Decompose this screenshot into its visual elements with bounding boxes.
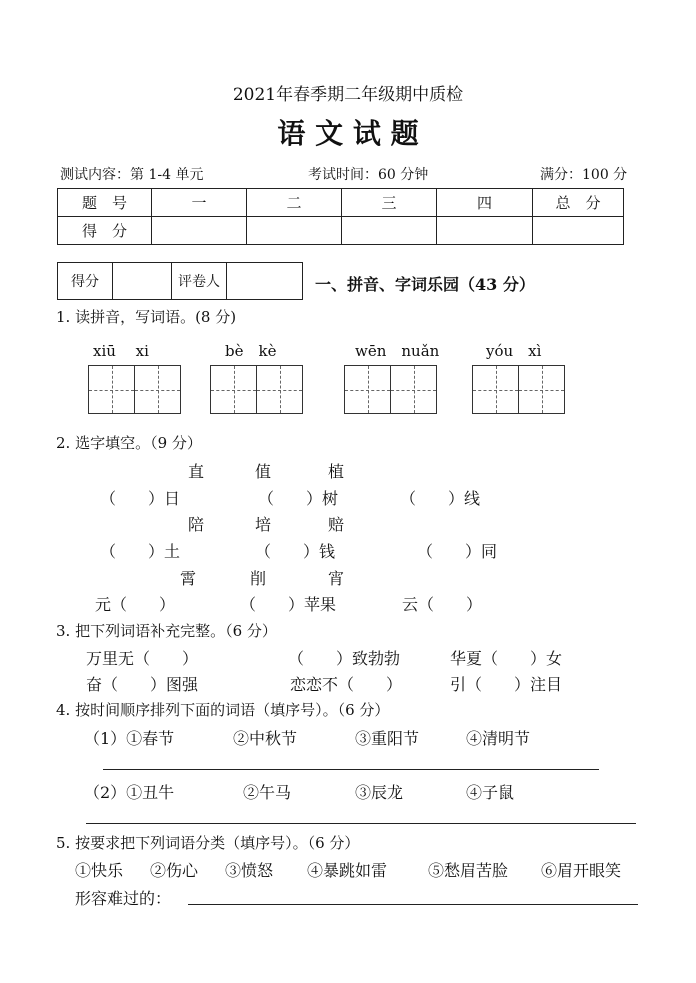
q4-part1-item-3: ③重阳节: [355, 729, 420, 748]
score-cell-total[interactable]: [533, 217, 624, 245]
q2-char-3-1: 霄: [180, 569, 197, 588]
q1-grid-3[interactable]: [344, 365, 437, 414]
q3-item-1-1[interactable]: 万里无（ ）: [86, 649, 199, 668]
q4-answer-line-2[interactable]: [86, 823, 636, 824]
q4-part1-item-4: ④清明节: [466, 729, 531, 748]
score-header-2: 二: [247, 189, 342, 217]
score-header-3: 三: [342, 189, 437, 217]
q1-pinyin-4: yóu xì: [486, 342, 542, 360]
q2-blank-3-1[interactable]: 元（ ）: [95, 595, 176, 614]
score-header-4: 四: [437, 189, 533, 217]
score-cell-3[interactable]: [342, 217, 437, 245]
q5-answer-line[interactable]: [188, 904, 638, 905]
grader-score-label: 得分: [58, 263, 113, 300]
grader-box: [57, 262, 303, 300]
q1-title: 1. 读拼音，写词语。(8 分): [56, 308, 237, 326]
score-header-label: 题 号: [58, 189, 152, 217]
q4-title: 4. 按时间顺序排列下面的词语（填序号）。（6 分）: [56, 701, 390, 719]
q5-title: 5. 按要求把下列词语分类（填序号）。（6 分）: [56, 834, 360, 852]
q2-char-1-3: 植: [328, 462, 345, 481]
q2-char-2-1: 陪: [188, 515, 205, 534]
q2-title: 2. 选字填空。（9 分）: [56, 434, 202, 452]
q4-part2-item-3: ③辰龙: [355, 783, 404, 802]
exam-title: 2021年春季期二年级期中质检: [232, 85, 464, 105]
score-table: [57, 188, 624, 245]
grader-name-cell[interactable]: [227, 263, 303, 300]
subject-title: 语 文 试 题: [277, 117, 419, 150]
q2-char-1-2: 值: [255, 462, 272, 481]
q2-blank-2-3[interactable]: （ ）同: [417, 542, 498, 561]
q2-blank-1-1[interactable]: （ ）日: [100, 489, 181, 508]
q4-part2-item-2: ②午马: [243, 783, 292, 802]
test-time: 考试时间：60 分钟: [308, 167, 429, 183]
q1-grid-1[interactable]: [88, 365, 181, 414]
q3-item-2-3[interactable]: 引（ ）注目: [450, 675, 563, 694]
q2-blank-3-2[interactable]: （ ）苹果: [240, 595, 337, 614]
q5-option-4: ④暴跳如雷: [307, 861, 388, 880]
grader-name-label: 评卷人: [172, 263, 227, 300]
q2-char-1-1: 直: [188, 462, 205, 481]
score-cell-1[interactable]: [152, 217, 247, 245]
q2-blank-3-3[interactable]: 云（ ）: [402, 595, 483, 614]
q2-blank-1-3[interactable]: （ ）线: [400, 489, 481, 508]
q3-title: 3. 把下列词语补充完整。（6 分）: [56, 622, 277, 640]
q5-option-5: ⑤愁眉苦脸: [428, 861, 509, 880]
q1-pinyin-2: bè kè: [225, 342, 277, 360]
test-content: 测试内容：第 1-4 单元: [60, 167, 204, 183]
q4-part2-item-1: （2）①丑牛: [84, 783, 175, 802]
score-header-total: 总 分: [533, 189, 624, 217]
q1-grid-4[interactable]: [472, 365, 565, 414]
q5-option-1: ①快乐: [75, 861, 124, 880]
score-cell-2[interactable]: [247, 217, 342, 245]
score-cell-4[interactable]: [437, 217, 533, 245]
q1-grid-2[interactable]: [210, 365, 303, 414]
full-score: 满分：100 分: [540, 167, 628, 183]
q4-part2-item-4: ④子鼠: [466, 783, 515, 802]
q3-item-1-3[interactable]: 华夏（ ）女: [450, 649, 563, 668]
q1-pinyin-3: wēn nuǎn: [355, 342, 440, 360]
q3-item-1-2[interactable]: （ ）致勃勃: [288, 649, 401, 668]
q4-part1-item-2: ②中秋节: [233, 729, 298, 748]
q4-answer-line-1[interactable]: [103, 769, 599, 770]
q4-part1-item-1: （1）①春节: [84, 729, 175, 748]
q2-char-3-3: 宵: [328, 569, 345, 588]
q2-char-2-2: 培: [255, 515, 272, 534]
score-header-1: 一: [152, 189, 247, 217]
q3-item-2-1[interactable]: 奋（ ）图强: [86, 675, 199, 694]
q2-blank-2-2[interactable]: （ ）钱: [255, 542, 336, 561]
q5-option-3: ③愤怒: [225, 861, 274, 880]
q5-prompt: 形容难过的：: [75, 889, 172, 908]
q3-item-2-2[interactable]: 恋恋不（ ）: [290, 675, 403, 694]
grader-score-cell[interactable]: [113, 263, 172, 300]
section1-title: 一、拼音、字词乐园（43 分）: [315, 275, 535, 294]
q5-option-2: ②伤心: [150, 861, 199, 880]
score-row-label: 得 分: [58, 217, 152, 245]
q2-char-2-3: 赔: [328, 515, 345, 534]
q2-blank-1-2[interactable]: （ ）树: [258, 489, 339, 508]
q2-blank-2-1[interactable]: （ ）土: [100, 542, 181, 561]
q5-option-6: ⑥眉开眼笑: [541, 861, 622, 880]
q1-pinyin-1: xiū xi: [93, 342, 149, 360]
q2-char-3-2: 削: [250, 569, 267, 588]
